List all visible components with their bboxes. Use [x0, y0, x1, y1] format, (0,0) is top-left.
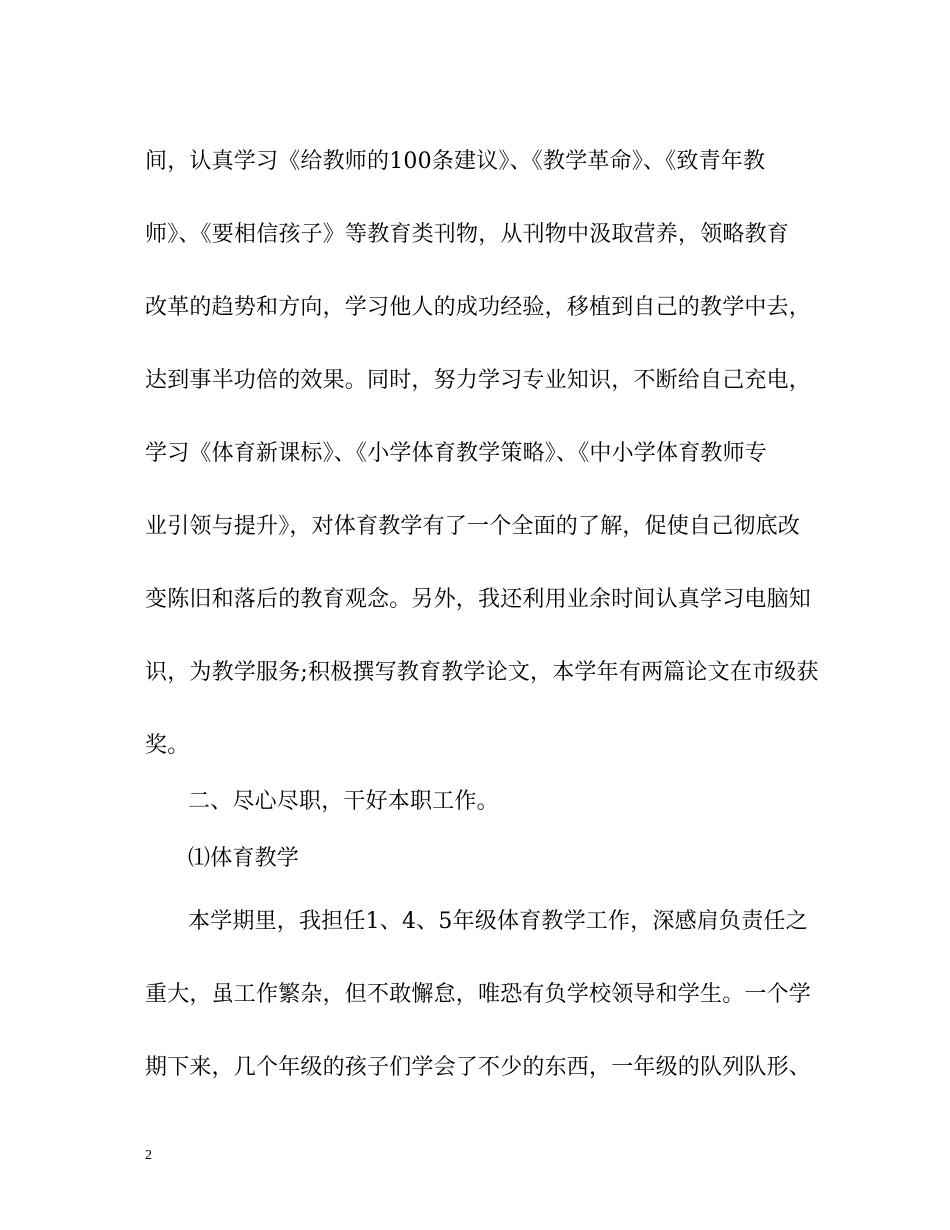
paragraph-line: 改革的趋势和方向，学习他人的成功经验，移植到自己的教学中去， [145, 295, 812, 320]
subsection-heading: ⑴体育教学 [188, 846, 300, 871]
paragraph-line: 师》、《要相信孩子》等教育类刊物，从刊物中汲取营养，领略教育 [145, 222, 790, 247]
paragraph-line: 业引领与提升》，对体育教学有了一个全面的了解，促使自己彻底改 [145, 514, 801, 539]
section-heading: 二、尽心尽职，干好本职工作。 [188, 789, 499, 814]
paragraph-line: 本学期里，我担任1、4、5年级体育教学工作，深感肩负责任之 [188, 909, 808, 934]
paragraph-line: 变陈旧和落后的教育观念。另外，我还利用业余时间认真学习电脑知 [145, 587, 812, 612]
paragraph-line: 奖。 [145, 733, 190, 758]
paragraph-line: 达到事半功倍的效果。同时，努力学习专业知识，不断给自己充电， [145, 368, 812, 393]
paragraph-line: 学习《体育新课标》、《小学体育教学策略》、《中小学体育教师专 [145, 441, 768, 466]
paragraph-line: 间，认真学习《给教师的100条建议》、《教学革命》、《致青年教 [145, 149, 766, 174]
page-number: 2 [145, 1148, 152, 1163]
paragraph-line: 重大，虽工作繁杂，但不敢懈怠，唯恐有负学校领导和学生。一个学 [145, 982, 812, 1007]
paragraph-line: 期下来，几个年级的孩子们学会了不少的东西，一年级的队列队形、 [145, 1055, 812, 1080]
paragraph-line: 识，为教学服务;积极撰写教育教学论文，本学年有两篇论文在市级获 [145, 660, 819, 685]
